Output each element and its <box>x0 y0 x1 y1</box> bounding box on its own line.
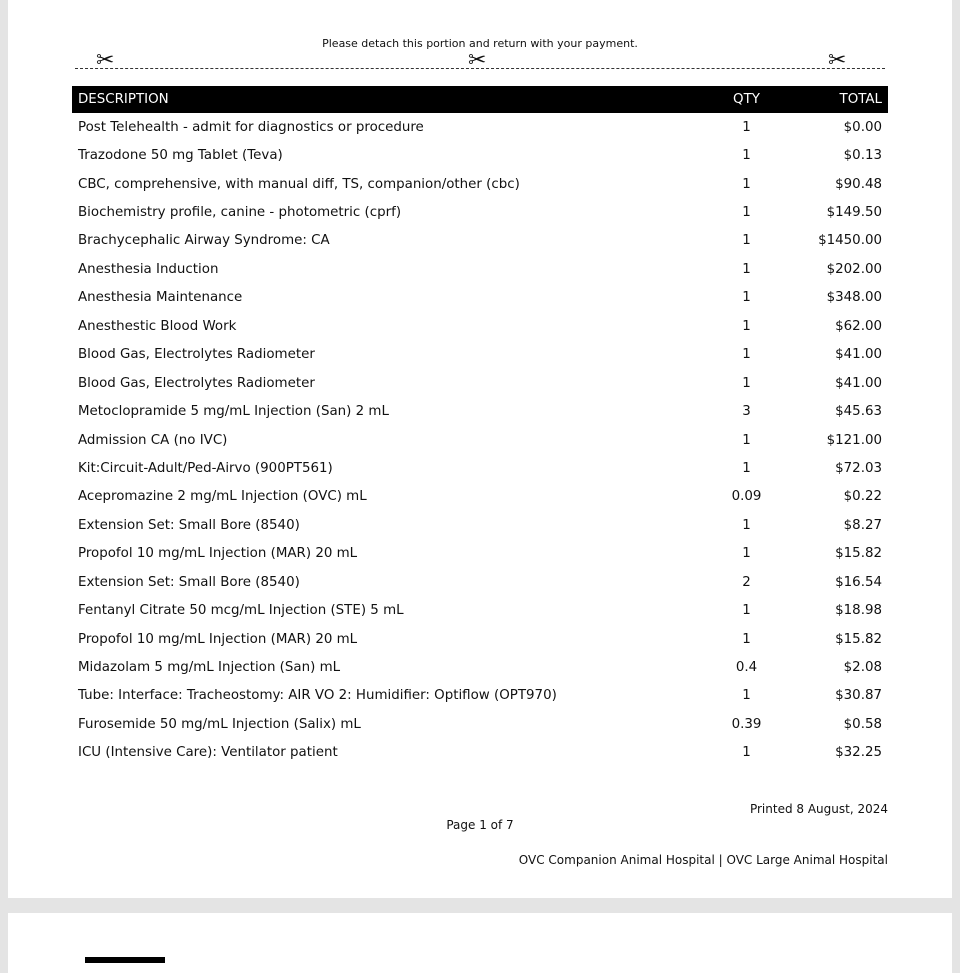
row-total: $15.82 <box>835 631 882 647</box>
row-total: $18.98 <box>835 603 882 619</box>
row-total: $41.00 <box>835 347 882 363</box>
row-description: Anesthesia Induction <box>78 261 219 277</box>
table-row <box>72 483 888 511</box>
row-description: Extension Set: Small Bore (8540) <box>78 574 300 590</box>
row-qty: 2 <box>742 574 751 590</box>
row-qty: 1 <box>742 432 751 448</box>
row-description: Tube: Interface: Tracheostomy: AIR VO 2: Humidifier: Optiflow (OPT970) <box>78 688 557 704</box>
invoice-rows <box>72 113 888 767</box>
row-qty: 1 <box>742 233 751 249</box>
row-qty: 1 <box>742 631 751 647</box>
row-qty: 0.39 <box>731 716 762 732</box>
row-qty: 1 <box>742 119 751 135</box>
row-total: $15.82 <box>835 546 882 562</box>
table-row <box>72 284 888 312</box>
invoice-table <box>72 86 888 767</box>
row-qty: 1 <box>742 745 751 761</box>
scissors-icon: ✂ <box>96 48 115 73</box>
table-row <box>72 113 888 141</box>
row-qty: 1 <box>742 148 751 164</box>
row-description: Anesthesia Maintenance <box>78 290 243 306</box>
printed-date: Printed 8 August, 2024 <box>749 802 888 816</box>
row-description: CBC, comprehensive, with manual diff, TS, companion/other (cbc) <box>78 176 520 192</box>
row-qty: 1 <box>742 176 751 192</box>
row-description: Brachycephalic Airway Syndrome: CA <box>78 233 330 249</box>
table-row <box>72 625 888 653</box>
row-qty: 1 <box>742 603 751 619</box>
table-row <box>72 397 888 425</box>
row-description: Fentanyl Citrate 50 mcg/mL Injection (STE) 5 mL <box>78 603 404 619</box>
row-total: $0.00 <box>843 119 882 135</box>
row-total: $41.00 <box>835 375 882 391</box>
table-row <box>72 568 888 596</box>
row-qty: 1 <box>742 546 751 562</box>
table-row <box>72 198 888 226</box>
row-total: $2.08 <box>843 660 882 676</box>
row-qty: 1 <box>742 347 751 363</box>
scissors-icon: ✂ <box>468 48 487 73</box>
table-row <box>72 596 888 624</box>
table-row <box>72 426 888 454</box>
row-qty: 1 <box>742 375 751 391</box>
row-qty: 1 <box>742 205 751 221</box>
table-row <box>72 369 888 397</box>
detach-notice: Please detach this portion and return with your payment. <box>322 37 638 50</box>
row-qty: 1 <box>742 318 751 334</box>
row-total: $72.03 <box>835 460 882 476</box>
table-row <box>72 170 888 198</box>
row-qty: 1 <box>742 460 751 476</box>
table-row <box>72 312 888 340</box>
row-total: $0.13 <box>843 148 882 164</box>
row-description: Propofol 10 mg/mL Injection (MAR) 20 mL <box>78 631 358 647</box>
invoice-page <box>8 0 952 898</box>
table-header-row <box>72 86 888 113</box>
row-description: Kit:Circuit-Adult/Ped-Airvo (900PT561) <box>78 460 333 476</box>
page-number: Page 1 of 7 <box>446 818 514 832</box>
row-description: Blood Gas, Electrolytes Radiometer <box>78 375 315 391</box>
row-total: $45.63 <box>835 404 882 420</box>
row-description: Metoclopramide 5 mg/mL Injection (San) 2 mL <box>78 404 389 420</box>
row-total: $16.54 <box>835 574 882 590</box>
row-total: $0.22 <box>843 489 882 505</box>
row-description: Post Telehealth - admit for diagnostics or procedure <box>78 119 424 135</box>
table-row <box>72 255 888 283</box>
row-description: Midazolam 5 mg/mL Injection (San) mL <box>78 660 341 676</box>
table-row <box>72 511 888 539</box>
hospital-footer: OVC Companion Animal Hospital | OVC Large Animal Hospital <box>518 853 888 867</box>
row-total: $121.00 <box>826 432 882 448</box>
header-qty: QTY <box>713 86 780 113</box>
table-row <box>72 710 888 738</box>
row-qty: 0.4 <box>735 660 758 676</box>
row-total: $30.87 <box>835 688 882 704</box>
row-total: $0.58 <box>843 716 882 732</box>
table-row <box>72 682 888 710</box>
next-page <box>8 913 952 973</box>
table-row <box>72 141 888 169</box>
table-row <box>72 540 888 568</box>
table-row <box>72 739 888 767</box>
row-total: $8.27 <box>843 517 882 533</box>
table-row <box>72 454 888 482</box>
row-description: Propofol 10 mg/mL Injection (MAR) 20 mL <box>78 546 358 562</box>
scissors-icon: ✂ <box>828 48 847 73</box>
header-total: TOTAL <box>780 86 888 113</box>
row-description: Anesthestic Blood Work <box>78 318 237 334</box>
row-total: $1450.00 <box>818 233 882 249</box>
row-total: $90.48 <box>835 176 882 192</box>
table-row <box>72 341 888 369</box>
row-qty: 1 <box>742 688 751 704</box>
row-qty: 3 <box>742 404 751 420</box>
row-total: $149.50 <box>826 205 882 221</box>
row-qty: 1 <box>742 517 751 533</box>
row-total: $202.00 <box>826 261 882 277</box>
row-qty: 1 <box>742 261 751 277</box>
row-qty: 0.09 <box>731 489 762 505</box>
row-description: Furosemide 50 mg/mL Injection (Salix) mL <box>78 716 361 732</box>
row-description: Admission CA (no IVC) <box>78 432 228 448</box>
next-page-header-bar <box>85 957 165 963</box>
table-row <box>72 227 888 255</box>
header-description: DESCRIPTION <box>72 86 713 113</box>
row-description: Blood Gas, Electrolytes Radiometer <box>78 347 315 363</box>
row-total: $348.00 <box>826 290 882 306</box>
row-description: Extension Set: Small Bore (8540) <box>78 517 300 533</box>
row-description: ICU (Intensive Care): Ventilator patient <box>78 745 338 761</box>
row-qty: 1 <box>742 290 751 306</box>
row-total: $62.00 <box>835 318 882 334</box>
table-row <box>72 653 888 681</box>
row-description: Trazodone 50 mg Tablet (Teva) <box>78 148 283 164</box>
row-description: Acepromazine 2 mg/mL Injection (OVC) mL <box>78 489 367 505</box>
row-description: Biochemistry profile, canine - photometric (cprf) <box>78 205 402 221</box>
row-total: $32.25 <box>835 745 882 761</box>
